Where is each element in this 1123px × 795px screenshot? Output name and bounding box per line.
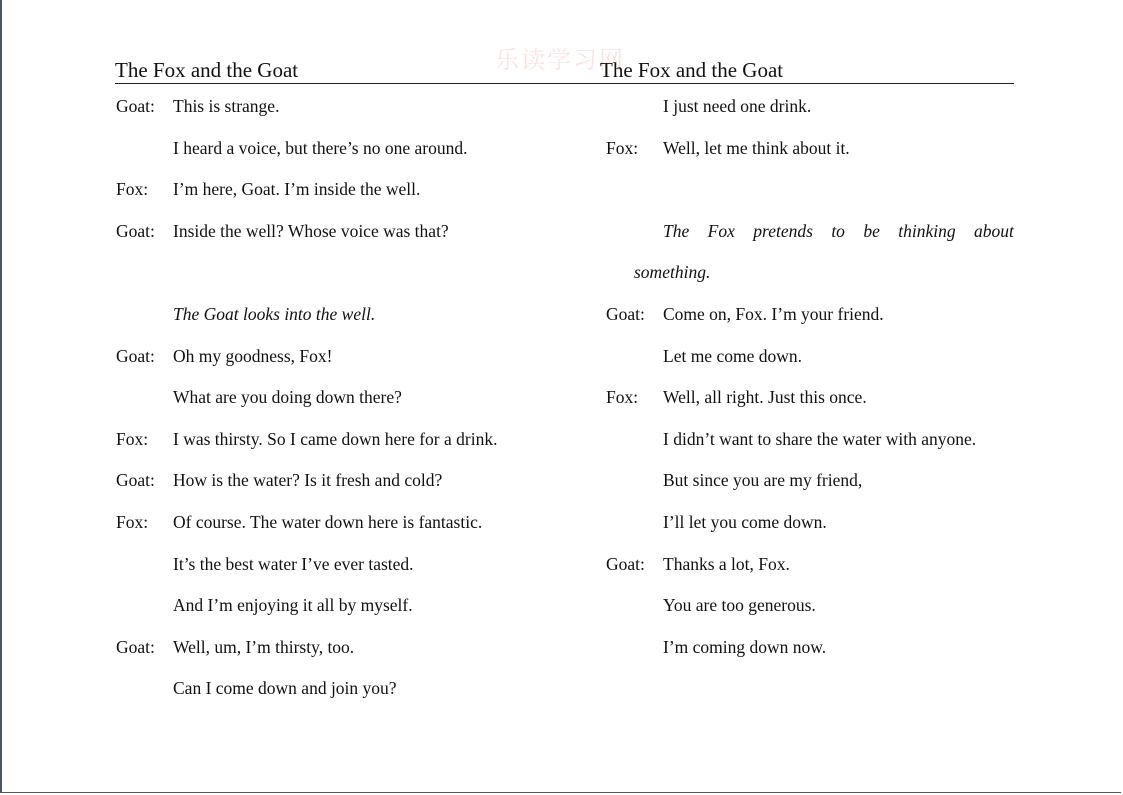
dialogue-text: I just need one drink. bbox=[663, 96, 812, 116]
dialogue-text: I didn’t want to share the water with anyone. bbox=[663, 428, 977, 449]
dialogue-line bbox=[116, 169, 596, 211]
dialogue-text: I was thirsty. So I came down here for a drink. bbox=[173, 428, 498, 449]
speaker-label: Fox: bbox=[116, 428, 149, 449]
stage-word: The bbox=[663, 220, 690, 241]
speaker-label: Goat: bbox=[606, 303, 645, 324]
dialogue-line bbox=[116, 668, 596, 710]
dialogue-text: I heard a voice, but there’s no one around. bbox=[173, 137, 468, 158]
dialogue-text: Well, um, I’m thirsty, too. bbox=[173, 636, 355, 657]
stage-word: be bbox=[863, 220, 880, 241]
dialogue-text: But since you are my friend, bbox=[663, 470, 863, 491]
dialogue-text: I’m here, Goat. I’m inside the well. bbox=[173, 179, 421, 200]
speaker-label: Fox: bbox=[606, 137, 639, 158]
speaker-label: Goat: bbox=[116, 636, 155, 657]
dialogue-text: Inside the well? Whose voice was that? bbox=[173, 220, 449, 241]
dialogue-line bbox=[116, 627, 596, 669]
dialogue-line bbox=[116, 377, 596, 419]
stage-direction-continuation-text: something. bbox=[634, 262, 711, 283]
stage-word: to bbox=[831, 220, 845, 241]
left-column bbox=[116, 86, 596, 710]
dialogue-text: Oh my goodness, Fox! bbox=[173, 345, 333, 366]
stage-direction bbox=[606, 211, 1014, 253]
dialogue-line bbox=[606, 169, 1014, 211]
dialogue-text: Thanks a lot, Fox. bbox=[663, 553, 790, 574]
speaker-label: Goat: bbox=[116, 96, 155, 116]
speaker-label: Fox: bbox=[606, 387, 639, 408]
stage-word: about bbox=[974, 220, 1014, 241]
dialogue-text: What are you doing down there? bbox=[173, 387, 402, 408]
dialogue-line bbox=[116, 128, 596, 170]
dialogue-line bbox=[606, 627, 1014, 669]
dialogue-line bbox=[116, 86, 596, 128]
dialogue-text: How is the water? Is it fresh and cold? bbox=[173, 470, 443, 491]
dialogue-line bbox=[606, 128, 1014, 170]
dialogue-line bbox=[606, 544, 1014, 586]
dialogue-line bbox=[606, 460, 1014, 502]
dialogue-line bbox=[116, 252, 596, 294]
stage-word: thinking bbox=[898, 220, 956, 241]
header-title-left: The Fox and the Goat bbox=[115, 58, 299, 82]
stage-word: pretends bbox=[753, 220, 813, 241]
dialogue-line bbox=[606, 419, 1014, 461]
dialogue-line bbox=[116, 460, 596, 502]
dialogue-line bbox=[116, 211, 596, 253]
dialogue-line bbox=[116, 502, 596, 544]
dialogue-text: Come on, Fox. I’m your friend. bbox=[663, 303, 884, 324]
dialogue-text: Well, all right. Just this once. bbox=[663, 387, 867, 408]
stage-word: Fox bbox=[707, 220, 735, 241]
dialogue-text: I’m coming down now. bbox=[663, 636, 827, 657]
right-column bbox=[606, 86, 1014, 668]
stage-direction-words bbox=[663, 211, 1014, 253]
dialogue-line bbox=[116, 585, 596, 627]
dialogue-line bbox=[606, 336, 1014, 378]
dialogue-line bbox=[116, 336, 596, 378]
dialogue-text: This is strange. bbox=[173, 96, 280, 116]
dialogue-line bbox=[606, 502, 1014, 544]
speaker-label: Fox: bbox=[116, 511, 149, 532]
dialogue-line bbox=[606, 86, 1014, 128]
dialogue-line bbox=[606, 585, 1014, 627]
speaker-label: Goat: bbox=[116, 470, 155, 491]
speaker-label: Goat: bbox=[116, 345, 155, 366]
dialogue-text: And I’m enjoying it all by myself. bbox=[173, 595, 413, 616]
speaker-label: Fox: bbox=[116, 179, 149, 200]
dialogue-line bbox=[116, 419, 596, 461]
dialogue-text: Of course. The water down here is fantastic. bbox=[173, 511, 483, 532]
dialogue-line bbox=[606, 294, 1014, 336]
dialogue-text: Well, let me think about it. bbox=[663, 137, 850, 158]
dialogue-text: Can I come down and join you? bbox=[173, 678, 397, 699]
speaker-label: Goat: bbox=[606, 553, 645, 574]
dialogue-line bbox=[606, 377, 1014, 419]
stage-direction-text: The Goat looks into the well. bbox=[173, 303, 376, 324]
dialogue-text: It’s the best water I’ve ever tasted. bbox=[173, 553, 414, 574]
dialogue-text: I’ll let you come down. bbox=[663, 511, 827, 532]
header-title-right: The Fox and the Goat bbox=[600, 58, 784, 82]
stage-direction-continuation bbox=[606, 252, 1014, 294]
dialogue-line bbox=[116, 544, 596, 586]
dialogue-text: Let me come down. bbox=[663, 345, 802, 366]
speaker-label: Goat: bbox=[116, 220, 155, 241]
dialogue-text: You are too generous. bbox=[663, 595, 816, 616]
dialogue-line bbox=[116, 294, 596, 336]
watermark: 乐读学习网 bbox=[495, 48, 625, 74]
